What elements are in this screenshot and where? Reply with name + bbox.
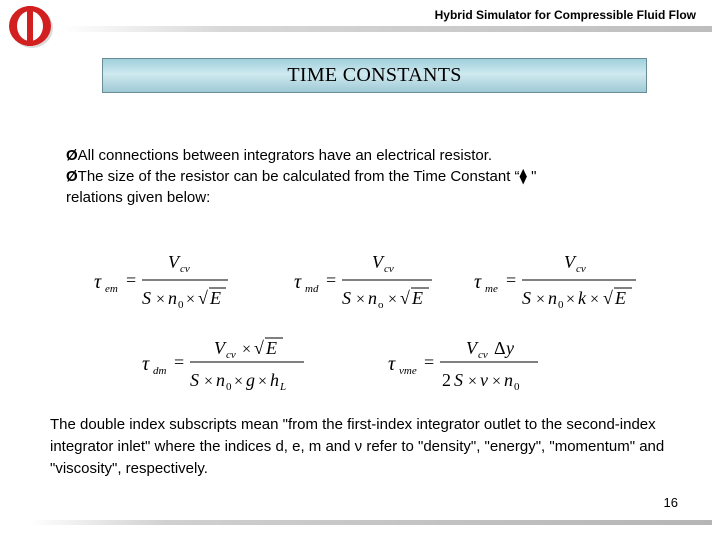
svg-text:S: S xyxy=(342,288,351,308)
svg-text:S: S xyxy=(190,370,199,390)
svg-text:g: g xyxy=(246,370,255,390)
svg-text:Δ: Δ xyxy=(494,338,506,358)
svg-text:0: 0 xyxy=(514,381,520,393)
svg-text:0: 0 xyxy=(558,299,564,311)
svg-text:τ: τ xyxy=(142,353,150,375)
slide-title-box xyxy=(102,58,647,93)
svg-text:×: × xyxy=(492,373,502,390)
formula-area xyxy=(0,230,720,400)
svg-text:S: S xyxy=(522,288,531,308)
svg-text:0: 0 xyxy=(178,299,184,311)
svg-text:E: E xyxy=(210,288,221,308)
svg-text:V: V xyxy=(466,338,477,358)
svg-text:√: √ xyxy=(198,288,208,308)
explanation-paragraph: The double index subscripts mean "from the first-index integrator outlet to the second-index integrator inlet" where the indices d, e, m and ν refer to "density", "energy", "momentum" and "viscosity", respectively. xyxy=(50,416,665,477)
svg-text:=: = xyxy=(424,352,435,372)
svg-text:em: em xyxy=(105,283,118,295)
arrow-bullet-icon: Ø xyxy=(66,168,78,185)
formula-tau-vme xyxy=(386,330,546,402)
svg-text:×: × xyxy=(590,291,600,308)
bullet-item xyxy=(66,166,666,187)
svg-text:×: × xyxy=(258,373,268,390)
page-number: 16 xyxy=(663,495,678,510)
svg-text:τ: τ xyxy=(474,271,482,293)
svg-text:dm: dm xyxy=(153,365,167,377)
svg-text:S: S xyxy=(142,288,151,308)
svg-text:cv: cv xyxy=(478,349,488,361)
svg-text:×: × xyxy=(204,373,214,390)
svg-text:ν: ν xyxy=(480,370,488,390)
svg-text:=: = xyxy=(174,352,185,372)
footer-divider xyxy=(30,520,712,525)
svg-text:me: me xyxy=(485,283,498,295)
bullet-item xyxy=(66,145,666,166)
svg-text:0: 0 xyxy=(226,381,232,393)
svg-text:V: V xyxy=(372,252,383,272)
svg-text:cv: cv xyxy=(384,263,394,275)
svg-text:V: V xyxy=(168,252,179,272)
svg-text:√: √ xyxy=(254,338,264,358)
bullet-list xyxy=(66,145,666,208)
svg-text:n: n xyxy=(368,288,377,308)
svg-text:n: n xyxy=(504,370,513,390)
bullet-text: All connections between integrators have an electrical resistor. xyxy=(77,147,493,164)
formula-tau-me xyxy=(472,244,642,314)
svg-text:cv: cv xyxy=(180,263,190,275)
header-title: Hybrid Simulator for Compressible Fluid Flow xyxy=(434,8,696,22)
bullet-continuation: relations given below: xyxy=(66,189,211,206)
svg-text:×: × xyxy=(156,291,166,308)
svg-text:o: o xyxy=(378,299,384,311)
university-logo-icon xyxy=(6,4,56,50)
svg-text:S: S xyxy=(454,370,463,390)
svg-text:cv: cv xyxy=(226,349,236,361)
svg-text:νme: νme xyxy=(399,365,417,377)
formula-tau-em xyxy=(92,244,232,314)
svg-text:E: E xyxy=(266,338,277,358)
formula-tau-dm xyxy=(140,330,310,402)
svg-text:y: y xyxy=(506,338,514,358)
svg-text:n: n xyxy=(216,370,225,390)
slide-title: TIME CONSTANTS xyxy=(287,64,462,86)
formula-tau-md xyxy=(292,244,437,314)
svg-text:=: = xyxy=(506,270,517,290)
arrow-bullet-icon: Ø xyxy=(66,147,78,164)
svg-text:τ: τ xyxy=(388,353,396,375)
svg-text:E: E xyxy=(615,288,626,308)
svg-text:=: = xyxy=(126,270,137,290)
svg-text:×: × xyxy=(566,291,576,308)
svg-text:×: × xyxy=(536,291,546,308)
header-divider xyxy=(60,26,712,32)
svg-text:√: √ xyxy=(603,288,613,308)
svg-text:cv: cv xyxy=(576,263,586,275)
svg-text:E: E xyxy=(412,288,423,308)
svg-text:n: n xyxy=(168,288,177,308)
svg-text:V: V xyxy=(214,338,225,358)
svg-text:√: √ xyxy=(400,288,410,308)
svg-text:×: × xyxy=(468,373,478,390)
svg-text:τ: τ xyxy=(294,271,302,293)
svg-text:md: md xyxy=(305,283,319,295)
svg-text:×: × xyxy=(234,373,244,390)
svg-text:2: 2 xyxy=(442,370,451,390)
svg-text:h: h xyxy=(270,370,279,390)
bullet-text: The size of the resistor can be calculated from the Time Constant “⧫ " xyxy=(77,168,537,185)
svg-text:n: n xyxy=(548,288,557,308)
svg-text:V: V xyxy=(564,252,575,272)
svg-text:=: = xyxy=(326,270,337,290)
svg-text:×: × xyxy=(388,291,398,308)
svg-text:×: × xyxy=(186,291,196,308)
svg-text:τ: τ xyxy=(94,271,102,293)
svg-text:×: × xyxy=(356,291,366,308)
svg-text:k: k xyxy=(578,288,586,308)
svg-text:L: L xyxy=(280,381,287,393)
svg-text:×: × xyxy=(242,341,252,358)
